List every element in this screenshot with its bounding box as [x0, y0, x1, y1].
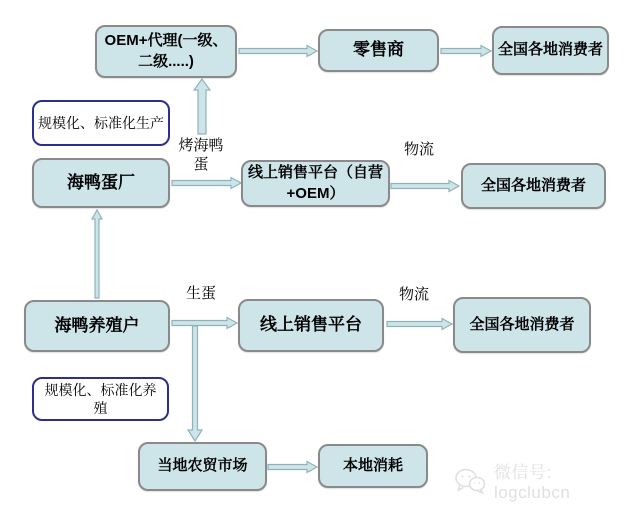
box-retailer: 零售商	[318, 29, 439, 72]
arrow-retailer-to-consumers	[441, 46, 491, 57]
box-consumers-top: 全国各地消费者	[492, 26, 609, 75]
arrow-farmer-to-market	[188, 326, 202, 441]
box-egg-factory: 海鸭蛋厂	[32, 158, 170, 208]
arrow-farmer-to-platform	[172, 318, 237, 329]
box-online-platform-oem: 线上销售平台（自营+OEM）	[241, 160, 390, 207]
label-logistics-top: 物流	[403, 141, 434, 158]
box-consumers-mid: 全国各地消费者	[461, 163, 606, 209]
label-raw-eggs: 生蛋	[185, 285, 216, 302]
arrow-platform-oem-to-consumers	[391, 181, 459, 192]
note-standardized-breeding: 规模化、标准化养殖	[32, 377, 169, 421]
arrow-farmer-to-factory	[92, 210, 102, 298]
watermark-text: 微信号: logclubcn	[493, 463, 571, 502]
wechat-icon	[454, 467, 486, 495]
watermark	[454, 458, 633, 503]
box-online-platform: 线上销售平台	[238, 299, 384, 352]
box-oem-agents: OEM+代理(一级、二级.....)	[95, 25, 237, 78]
note-standardized-production: 规模化、标准化生产	[32, 100, 170, 146]
box-local-market: 当地农贸市场	[138, 442, 267, 491]
arrow-factory-to-oem	[194, 79, 210, 134]
label-logistics-bottom: 物流	[398, 286, 429, 303]
box-duck-farmers: 海鸭养殖户	[24, 300, 170, 352]
arrow-platform-to-consumers	[387, 319, 452, 330]
box-local-consumption: 本地消耗	[318, 444, 428, 488]
box-consumers-bottom: 全国各地消费者	[453, 297, 591, 353]
arrow-oem-to-retailer	[239, 46, 317, 57]
label-roasted-eggs: 烤海鸭蛋	[178, 137, 224, 173]
arrow-market-to-local	[268, 462, 317, 473]
arrow-factory-to-platform	[172, 178, 241, 189]
